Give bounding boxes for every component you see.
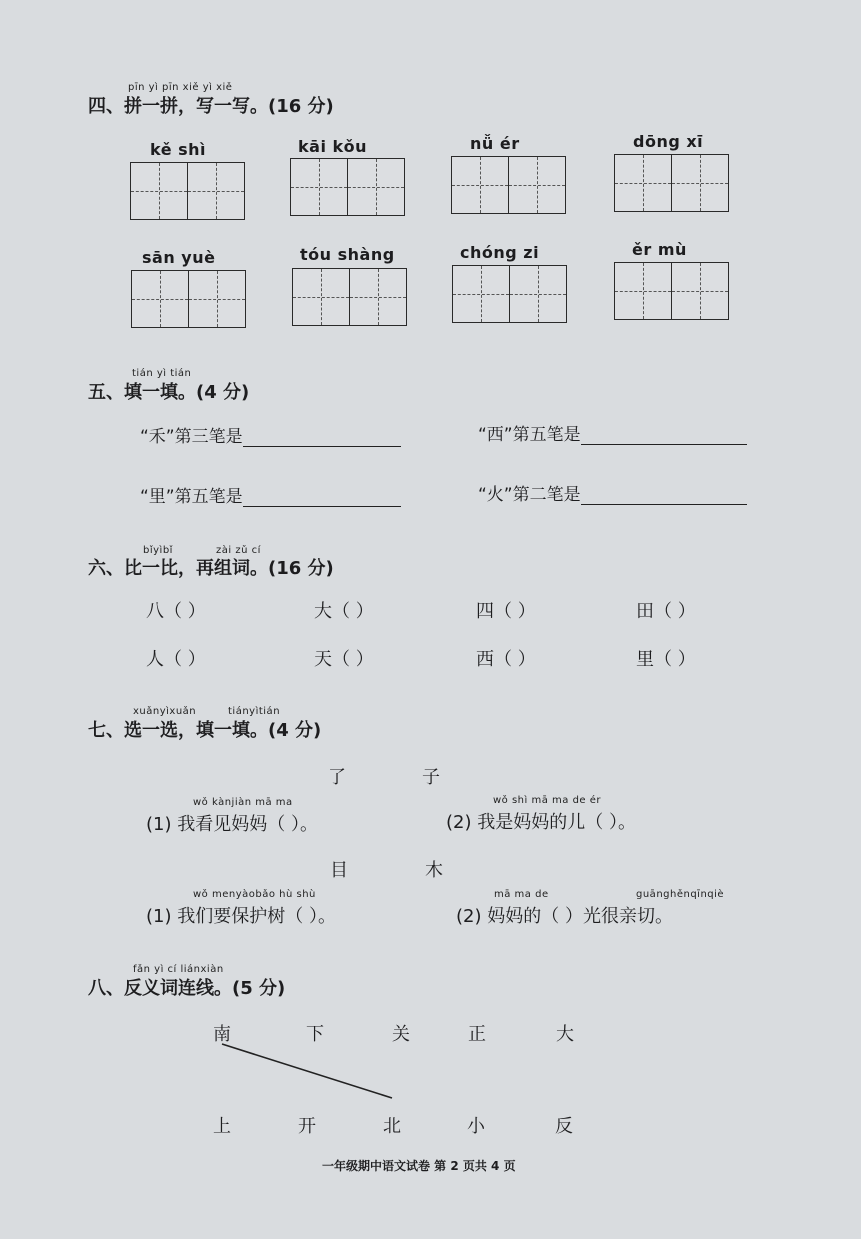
word-blank[interactable]: 田（ ）	[636, 601, 696, 622]
choice-char: 了	[328, 767, 346, 788]
antonym-top[interactable]: 正	[468, 1024, 486, 1045]
antonym-bottom[interactable]: 北	[383, 1116, 401, 1137]
s4-title: 四、拼一拼，写一写。(16 分)	[88, 96, 334, 117]
s7-pinyin: xuǎnyìxuǎn	[133, 706, 197, 717]
fill-question: “禾”第三笔是	[140, 422, 401, 447]
word-blank[interactable]: 大（ ）	[314, 601, 374, 622]
antonym-top[interactable]: 关	[392, 1024, 410, 1045]
word-blank[interactable]: 人（ ）	[146, 649, 206, 670]
word-blank[interactable]: 里（ ）	[636, 649, 696, 670]
antonym-top[interactable]: 下	[306, 1024, 324, 1045]
q-pinyin: wǒ menyàobǎo hù shù	[193, 889, 316, 900]
choice-char: 目	[330, 860, 348, 881]
s5-pinyin: tián yì tián	[132, 368, 192, 379]
choice-question[interactable]: (2) 我是妈妈的儿（ ）。	[446, 812, 636, 833]
pinyin-prompt: sān yuè	[142, 248, 216, 267]
choice-char: 子	[422, 767, 440, 788]
word-blank[interactable]: 四（ ）	[476, 601, 536, 622]
fill-question: “里”第五笔是	[140, 482, 401, 507]
q-pinyin: mā ma de	[494, 889, 549, 900]
word-blank[interactable]: 西（ ）	[476, 649, 536, 670]
s4-pinyin: pīn yì pīn xiě yì xiě	[128, 82, 233, 93]
pinyin-prompt: kāi kǒu	[298, 137, 368, 156]
q-pinyin: wǒ shì mā ma de ér	[493, 795, 602, 806]
s6-pinyin: zài zǔ cí	[216, 545, 261, 556]
pinyin-prompt: ěr mù	[632, 240, 687, 259]
word-blank[interactable]: 天（ ）	[314, 649, 374, 670]
s5-title: 五、填一填。(4 分)	[88, 382, 250, 403]
s8-title: 八、反义词连线。(5 分)	[88, 978, 286, 999]
antonym-bottom[interactable]: 小	[467, 1116, 485, 1137]
s7-pinyin: tiányìtián	[228, 706, 281, 717]
s6-title: 六、比一比，再组词。(16 分)	[88, 558, 334, 579]
antonym-bottom[interactable]: 反	[555, 1116, 573, 1137]
pinyin-prompt: nǚ ér	[470, 134, 520, 153]
pinyin-prompt: tóu shàng	[300, 245, 395, 264]
antonym-top[interactable]: 南	[213, 1024, 231, 1045]
q-pinyin: guānghěnqīnqiè	[636, 889, 725, 900]
fill-question: “西”第五笔是	[478, 420, 747, 445]
word-blank[interactable]: 八（ ）	[146, 601, 206, 622]
pinyin-prompt: chóng zi	[460, 243, 540, 262]
s7-title: 七、选一选，填一填。(4 分)	[88, 720, 322, 741]
antonym-bottom[interactable]: 上	[213, 1116, 231, 1137]
choice-question[interactable]: (1) 我们要保护树（ ）。	[146, 906, 336, 927]
choice-question[interactable]: (1) 我看见妈妈（ ）。	[146, 814, 318, 835]
antonym-top[interactable]: 大	[556, 1024, 574, 1045]
pinyin-prompt: kě shì	[150, 140, 207, 159]
q-pinyin: wǒ kànjiàn mā ma	[193, 797, 293, 808]
pinyin-prompt: dōng xī	[633, 132, 704, 151]
s6-pinyin: bǐyìbǐ	[143, 545, 173, 556]
page-footer: 一年级期中语文试卷 第 2 页共 4 页	[322, 1159, 516, 1173]
s8-pinyin: fǎn yì cí liánxiàn	[133, 964, 224, 975]
fill-question: “火”第二笔是	[478, 480, 747, 505]
choice-question[interactable]: (2) 妈妈的（ ）光很亲切。	[456, 906, 673, 927]
antonym-bottom[interactable]: 开	[298, 1116, 316, 1137]
choice-char: 木	[425, 860, 443, 881]
